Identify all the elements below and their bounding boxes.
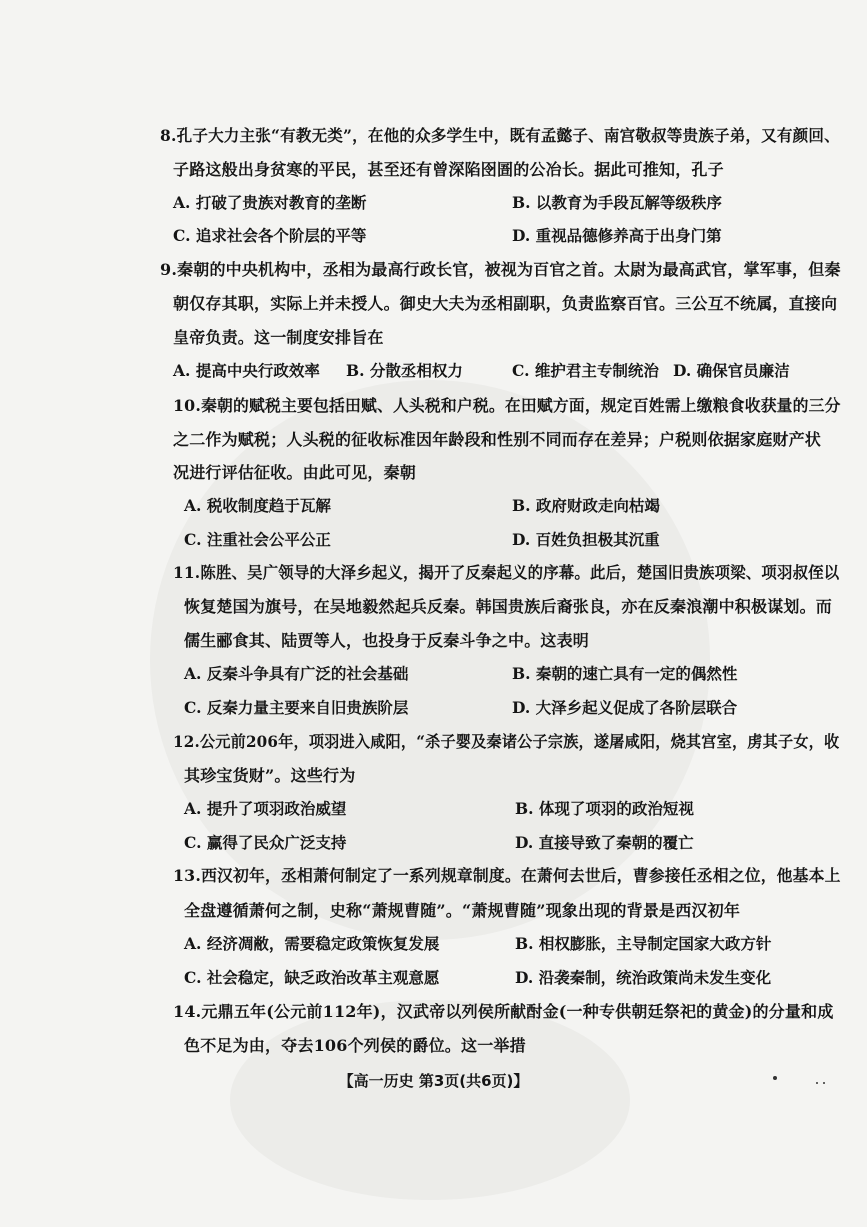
scan-speck: [823, 1082, 825, 1084]
question-12-line-1: 12.公元前206年，项羽进入咸阳，“杀子婴及秦诸公子宗族，遂屠咸阳，烧其宫室，虏其子女，收: [173, 732, 840, 751]
question-9-line-3: 皇帝负责。这一制度安排旨在: [173, 328, 384, 347]
question-11-option-d: D. 大泽乡起义促成了各阶层联合: [512, 698, 738, 717]
question-8-option-b: B. 以教育为手段瓦解等级秩序: [512, 193, 722, 212]
question-12-option-b: B. 体现了项羽的政治短视: [515, 799, 694, 818]
question-8-option-c: C. 追求社会各个阶层的平等: [173, 226, 367, 245]
question-10-line-3: 况进行评估征收。由此可见，秦朝: [173, 463, 417, 482]
question-11-line-3: 儒生郦食其、陆贾等人，也投身于反秦斗争之中。这表明: [184, 631, 590, 650]
question-10-option-d: D. 百姓负担极其沉重: [512, 530, 660, 549]
question-11-option-a: A. 反秦斗争具有广泛的社会基础: [184, 664, 409, 683]
question-12-line-2: 其珍宝货财”。这些行为: [184, 766, 356, 785]
question-13-line-2: 全盘遵循萧何之制，史称“萧规曹随”。“萧规曹随”现象出现的背景是西汉初年: [184, 901, 741, 920]
question-9-option-c: C. 维护君主专制统治: [512, 361, 659, 380]
question-12-option-d: D. 直接导致了秦朝的覆亡: [515, 833, 694, 852]
question-12-option-c: C. 赢得了民众广泛支持: [184, 833, 347, 852]
scan-speck: [816, 1082, 818, 1084]
question-12-option-a: A. 提升了项羽政治威望: [184, 799, 347, 818]
page-footer: 【高一历史 第3页(共6页)】: [338, 1072, 529, 1090]
question-9-line-2: 朝仅存其职，实际上并未授人。御史大夫为丞相副职，负责监察百官。三公互不统属，直接向: [173, 294, 838, 313]
question-14-line-2: 色不足为由，夺去106个列侯的爵位。这一举措: [184, 1036, 526, 1055]
question-10-option-a: A. 税收制度趋于瓦解: [184, 496, 331, 515]
question-14-line-1: 14.元鼎五年(公元前112年)，汉武帝以列侯所献酎金(一种专供朝廷祭祀的黄金)的分量和成: [173, 1002, 834, 1021]
scan-speck: [773, 1076, 777, 1080]
question-8-option-a: A. 打破了贵族对教育的垄断: [173, 193, 367, 212]
question-8-line-1: 8.孔子大力主张“有教无类”，在他的众多学生中，既有孟懿子、南宫敬叔等贵族子弟，又有颜回、: [160, 126, 840, 145]
question-9-line-1: 9.秦朝的中央机构中，丞相为最高行政长官，被视为百官之首。太尉为最高武官，掌军事，但秦: [160, 260, 841, 279]
question-10-option-b: B. 政府财政走向枯竭: [512, 496, 660, 515]
question-8-option-d: D. 重视品德修养高于出身门第: [512, 226, 722, 245]
question-9-option-d: D. 确保官员廉洁: [673, 361, 790, 380]
question-11-option-c: C. 反秦力量主要来自旧贵族阶层: [184, 698, 409, 717]
question-10-line-2: 之二作为赋税；人头税的征收标准因年龄段和性别不同而存在差异；户税则依据家庭财产状: [173, 430, 822, 449]
question-13-option-d: D. 沿袭秦制，统治政策尚未发生变化: [515, 968, 772, 987]
question-10-line-1: 10.秦朝的赋税主要包括田赋、人头税和户税。在田赋方面，规定百姓需上缴粮食收获量的三分: [173, 396, 841, 415]
question-11-line-2: 恢复楚国为旗号，在吴地毅然起兵反秦。韩国贵族后裔张良，亦在反秦浪潮中积极谋划。而: [184, 597, 833, 616]
question-11-option-b: B. 秦朝的速亡具有一定的偶然性: [512, 664, 738, 683]
question-9-option-a: A. 提高中央行政效率: [173, 361, 320, 380]
question-11-line-1: 11.陈胜、吴广领导的大泽乡起义，揭开了反秦起义的序幕。此后，楚国旧贵族项梁、项羽叔侄以: [173, 563, 840, 582]
question-13-line-1: 13.西汉初年，丞相萧何制定了一系列规章制度。在萧何去世后，曹参接任丞相之位，他基本上: [173, 866, 841, 885]
question-10-option-c: C. 注重社会公平公正: [184, 530, 331, 549]
question-8-line-2: 子路这般出身贫寒的平民，甚至还有曾深陷囹圄的公冶长。据此可推知，孔子: [173, 160, 724, 179]
question-13-option-a: A. 经济凋敝，需要稳定政策恢复发展: [184, 934, 440, 953]
question-13-option-b: B. 相权膨胀，主导制定国家大政方针: [515, 934, 772, 953]
question-9-option-b: B. 分散丞相权力: [346, 361, 463, 380]
background-stain: [230, 1000, 630, 1200]
question-13-option-c: C. 社会稳定，缺乏政治改革主观意愿: [184, 968, 440, 987]
